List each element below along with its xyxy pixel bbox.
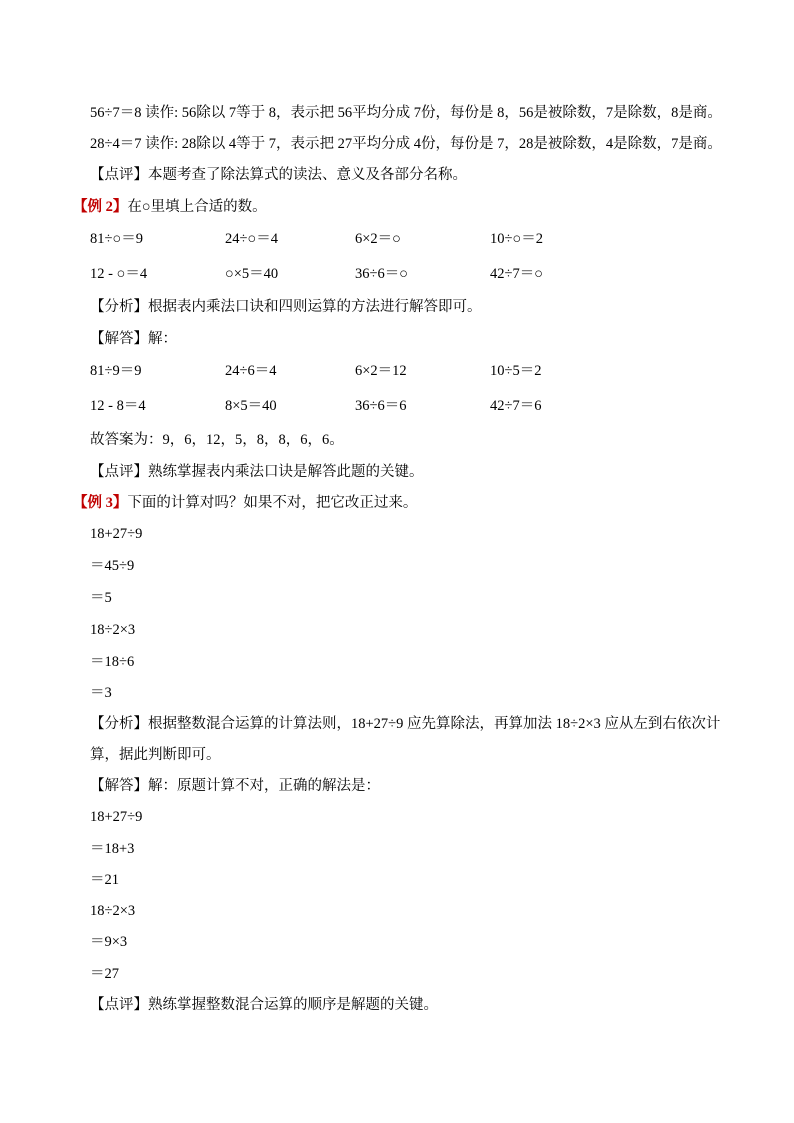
problem-cell: 36÷6＝○ — [355, 266, 408, 282]
answer-cell: 12 - 8＝4 — [90, 398, 146, 414]
correct-step: ＝9×3 — [90, 934, 128, 950]
example-3-heading — [73, 493, 417, 513]
answer-cell: 10÷5＝2 — [490, 363, 542, 379]
correct-step: 18+27÷9 — [90, 809, 143, 825]
analysis-tag: 【分析】 — [90, 299, 148, 315]
intro-review — [90, 165, 467, 185]
example-2-review — [90, 462, 424, 482]
problem-cell: ○×5＝40 — [225, 266, 279, 282]
analysis-text: 根据整数混合运算的计算法则，18+27÷9 应先算除法，再算加法 18÷2×3 应从左到右依次计 — [148, 716, 721, 732]
orig-step: ＝18÷6 — [90, 654, 135, 670]
example-3-tag: 【例 3】 — [73, 495, 128, 511]
answer-cell: 42÷7＝6 — [490, 398, 542, 414]
example-2-heading — [73, 197, 267, 217]
example-2-answer — [90, 329, 177, 349]
example-2-row-1 — [90, 229, 710, 249]
analysis-text: 根据表内乘法口诀和四则运算的方法进行解答即可。 — [148, 299, 482, 315]
answer-cell: 81÷9＝9 — [90, 363, 142, 379]
orig-step: ＝45÷9 — [90, 558, 135, 574]
review-text: 熟练掌握表内乘法口诀是解答此题的关键。 — [148, 464, 424, 480]
correct-step: 18÷2×3 — [90, 903, 136, 919]
example-3-review — [90, 995, 438, 1015]
example-3-analysis-cont: 算，据此判断即可。 — [90, 747, 221, 763]
orig-step: ＝3 — [90, 685, 112, 701]
correct-step: ＝21 — [90, 872, 119, 888]
problem-cell: 81÷○＝9 — [90, 231, 143, 247]
example-2-answer-row-2 — [90, 396, 710, 416]
problem-cell: 6×2＝○ — [355, 231, 401, 247]
correct-step: ＝18+3 — [90, 841, 135, 857]
example-2-final-answer: 故答案为：9，6，12，5，8，8，6，6。 — [90, 432, 344, 448]
example-2-tag: 【例 2】 — [73, 199, 128, 215]
intro-line-1: 56÷7＝8 读作: 56除以 7等于 8，表示把 56平均分成 7份，每份是 8，56是被除数，7是除数，8是商。 — [90, 105, 722, 121]
example-3-analysis — [90, 714, 720, 734]
problem-cell: 10÷○＝2 — [490, 231, 543, 247]
review-tag: 【点评】 — [90, 997, 148, 1013]
review-tag: 【点评】 — [90, 167, 148, 183]
intro-line-2: 28÷4＝7 读作: 28除以 4等于 7，表示把 27平均分成 4份，每份是 7，28是被除数，4是除数，7是商。 — [90, 136, 722, 152]
orig-step: ＝5 — [90, 590, 112, 606]
answer-cell: 6×2＝12 — [355, 363, 407, 379]
example-2-answer-row-1 — [90, 361, 710, 381]
orig-step: 18÷2×3 — [90, 622, 136, 638]
correct-step: ＝27 — [90, 966, 119, 982]
orig-step: 18+27÷9 — [90, 526, 143, 542]
example-3-question: 下面的计算对吗？如果不对，把它改正过来。 — [127, 495, 418, 511]
review-tag: 【点评】 — [90, 464, 148, 480]
answer-cell: 24÷6＝4 — [225, 363, 277, 379]
example-2-row-2 — [90, 264, 710, 284]
example-2-analysis — [90, 297, 482, 317]
problem-cell: 12 - ○＝4 — [90, 266, 148, 282]
review-text: 熟练掌握整数混合运算的顺序是解题的关键。 — [148, 997, 438, 1013]
answer-cell: 36÷6＝6 — [355, 398, 407, 414]
problem-cell: 24÷○＝4 — [225, 231, 278, 247]
answer-text: 解：原题计算不对，正确的解法是： — [148, 778, 380, 794]
example-2-question: 在○里填上合适的数。 — [127, 199, 267, 215]
analysis-tag: 【分析】 — [90, 716, 148, 732]
answer-text: 解： — [148, 331, 177, 347]
problem-cell: 42÷7＝○ — [490, 266, 543, 282]
example-3-answer — [90, 776, 380, 796]
answer-tag: 【解答】 — [90, 778, 148, 794]
answer-tag: 【解答】 — [90, 331, 148, 347]
answer-cell: 8×5＝40 — [225, 398, 277, 414]
review-text: 本题考查了除法算式的读法、意义及各部分名称。 — [148, 167, 467, 183]
